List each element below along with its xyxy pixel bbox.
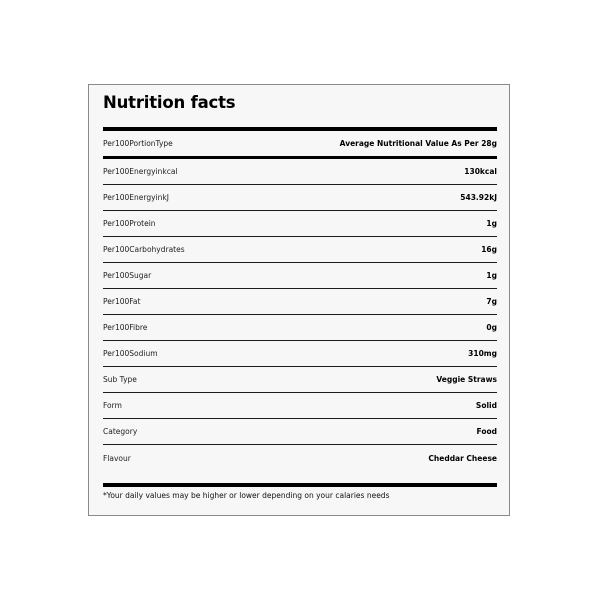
nutrition-facts-panel <box>88 84 510 516</box>
row-label: Category <box>103 427 138 436</box>
table-row-portion-type <box>103 131 497 159</box>
row-label: Flavour <box>103 453 131 463</box>
row-label: Form <box>103 401 122 410</box>
row-value: 16g <box>481 245 497 254</box>
row-value: Veggie Straws <box>436 375 497 384</box>
row-value: 310mg <box>468 349 497 358</box>
row-label: Per100Sugar <box>103 271 152 280</box>
row-value: 1g <box>486 271 497 280</box>
row-label: Per100PortionType <box>103 139 173 148</box>
row-value: Average Nutritional Value As Per 28g <box>339 139 497 148</box>
row-label: Per100EnergyinkJ <box>103 193 169 202</box>
table-row-energy-kj <box>103 185 497 211</box>
row-label: Per100Fat <box>103 297 141 306</box>
table-row-form <box>103 393 497 419</box>
table-row-sugar <box>103 263 497 289</box>
table-row-flavour <box>103 445 497 471</box>
table-row-category <box>103 419 497 445</box>
table-row-carbohydrates <box>103 237 497 263</box>
row-value: 1g <box>486 219 497 228</box>
table-row-energy-kcal <box>103 159 497 185</box>
table-row-sodium <box>103 341 497 367</box>
row-value: 7g <box>486 297 497 306</box>
table-row-sub-type <box>103 367 497 393</box>
table-row-fat <box>103 289 497 315</box>
bottom-divider <box>103 483 497 487</box>
row-label: Per100Energyinkcal <box>103 167 178 176</box>
row-value: Food <box>476 427 497 436</box>
row-label: Per100Protein <box>103 219 156 228</box>
row-value: 130kcal <box>464 167 497 176</box>
row-label: Per100Carbohydrates <box>103 245 185 254</box>
panel-title: Nutrition facts <box>103 93 236 112</box>
row-label: Per100Sodium <box>103 349 158 358</box>
row-label: Sub Type <box>103 375 137 384</box>
row-value: Cheddar Cheese <box>428 453 497 463</box>
footnote: *Your daily values may be higher or lower depending on your calaries needs <box>103 491 390 500</box>
nutrition-table <box>103 131 497 471</box>
row-label: Per100Fibre <box>103 323 148 332</box>
table-row-fibre <box>103 315 497 341</box>
table-row-protein <box>103 211 497 237</box>
row-value: 0g <box>486 323 497 332</box>
row-value: Solid <box>475 401 497 410</box>
row-value: 543.92kJ <box>460 193 497 202</box>
